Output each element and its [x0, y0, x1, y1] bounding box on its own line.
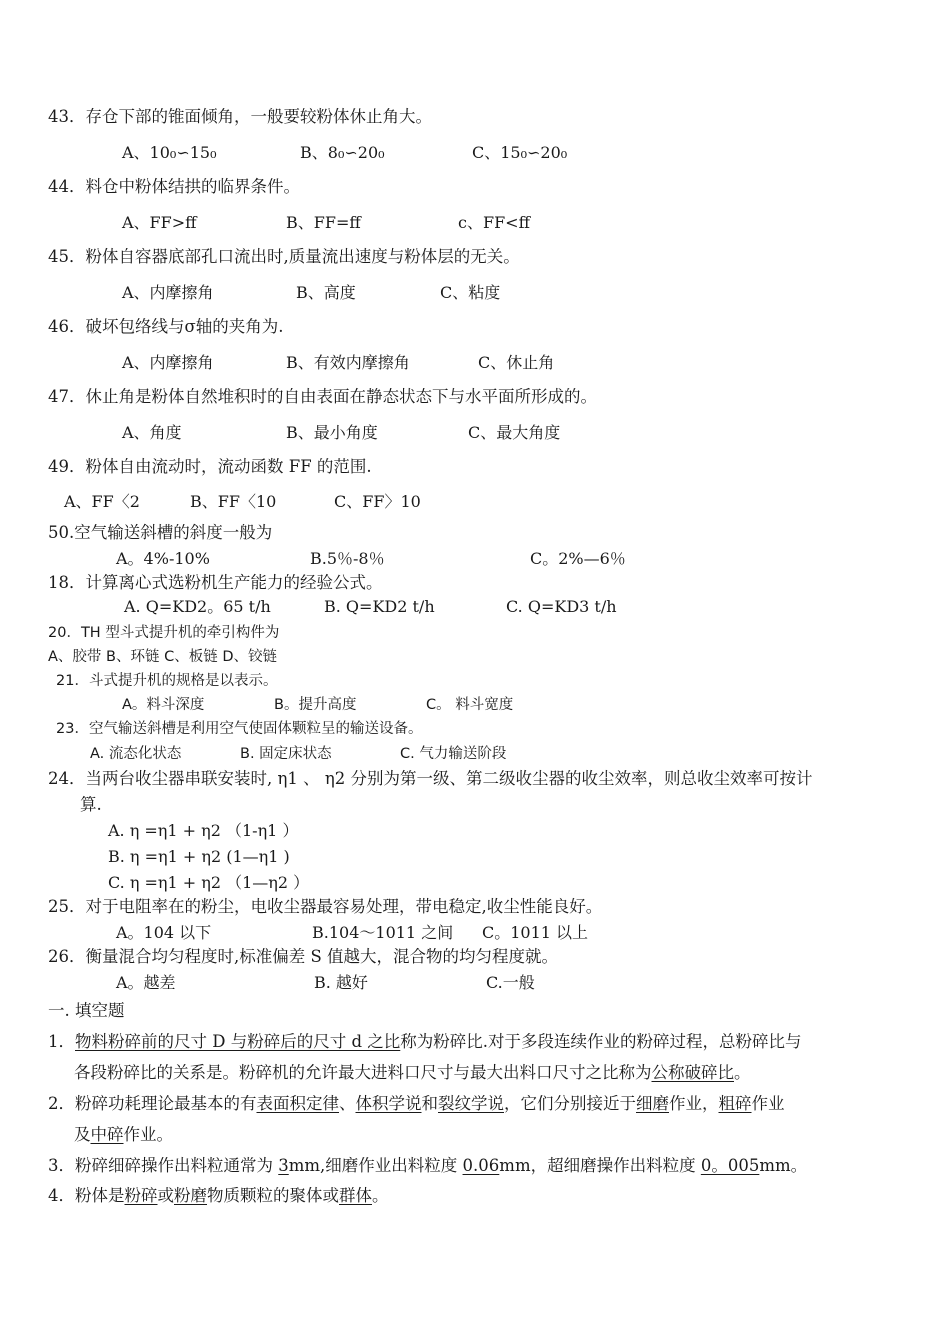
text: 、 — [339, 1094, 356, 1113]
answer: 粉磨 — [174, 1186, 207, 1205]
question-23: 23．空气输送斜槽是利用空气使固体颗粒呈的输送设备。 — [56, 721, 423, 737]
answer: 物料粉碎前的尺寸 D 与粉碎后的尺寸 d 之比 — [75, 1032, 401, 1051]
answer: 粗碎 — [718, 1094, 752, 1113]
option-a: A、内摩擦角 — [122, 283, 214, 302]
option-a: A、FF>ff — [122, 213, 197, 232]
answer: 中碎 — [90, 1125, 124, 1144]
question-21: 21．斗式提升机的规格是以表示。 — [56, 673, 278, 689]
answer: 0.06 — [462, 1156, 500, 1175]
text: 称为粉碎比.对于多段连续作业的粉碎过程，总粉碎比与 — [400, 1032, 802, 1051]
text: 或 — [157, 1186, 174, 1205]
option-b: B. Q=KD2 t/h — [324, 597, 435, 616]
text: 粉体是 — [75, 1186, 125, 1205]
option-b: B.104～1011 之间 — [312, 923, 454, 942]
answer: 3 — [278, 1156, 289, 1175]
option-c: C.一般 — [486, 973, 535, 992]
option-row: A、胶带 B、环链 C、板链 D、铰链 — [48, 649, 277, 665]
answer: 裂纹学说 — [438, 1094, 504, 1113]
option-a: A. Q=KD2。65 t/h — [124, 597, 271, 616]
question-20: 20．TH 型斗式提升机的牵引构件为 — [48, 625, 280, 641]
option-c: C. Q=KD3 t/h — [506, 597, 617, 616]
option-a: A。4%-10% — [116, 549, 210, 568]
fill-item-1 — [48, 1031, 802, 1053]
question-45: 45．粉体自容器底部孔口流出时,质量流出速度与粉体层的无关。 — [48, 247, 520, 266]
answer: 细磨 — [636, 1094, 669, 1113]
item-number: 1． — [48, 1032, 75, 1051]
question-24: 24．当两台收尘器串联安装时, η1 、 η2 分别为第一级、第二级收尘器的收尘效率，则总收尘效率可按计 — [48, 769, 813, 788]
option-a: A. 流态化状态 — [90, 746, 182, 762]
question-46: 46．破坏包络线与σ轴的夹角为. — [48, 317, 284, 336]
answer: 群体 — [339, 1186, 372, 1205]
option-b: B、FF〈10 — [190, 492, 277, 511]
option-b: B、有效内摩擦角 — [286, 353, 410, 372]
text: 和 — [421, 1094, 438, 1113]
option-a: A。料斗深度 — [122, 697, 205, 713]
option-c: c、FF<ff — [458, 213, 530, 232]
question-26: 26．衡量混合均匀程度时,标准偏差 S 值越大，混合物的均匀程度就。 — [48, 947, 559, 966]
answer: 0。005 — [700, 1156, 760, 1175]
question-24-cont: 算. — [80, 795, 102, 814]
text: 粉碎功耗理论最基本的有 — [75, 1094, 257, 1113]
question-18: 18．计算离心式选粉机生产能力的经验公式。 — [48, 573, 383, 592]
option-c: C. 气力输送阶段 — [400, 746, 507, 762]
answer: 公称破碎比 — [651, 1063, 734, 1082]
text: 。 — [372, 1186, 389, 1205]
question-49: 49．粉体自由流动时，流动函数 FF 的范围. — [48, 457, 372, 476]
item-number: 3． — [48, 1156, 75, 1175]
text: 及 — [74, 1125, 91, 1144]
option-c: C。 料斗宽度 — [426, 697, 514, 713]
question-43: 43．存仓下部的锥面倾角，一般要较粉体休止角大。 — [48, 107, 432, 126]
option-b: B. 固定床状态 — [240, 746, 332, 762]
item-number: 2． — [48, 1094, 75, 1113]
answer: 粉碎 — [124, 1186, 158, 1205]
option-b: B、高度 — [296, 283, 356, 302]
text: 各段粉碎比的关系是。粉碎机的允许最大进料口尺寸与最大出料口尺寸之比称为 — [74, 1063, 652, 1082]
text: mm，超细磨操作出料粒度 — [499, 1156, 701, 1175]
answer: 体积学说 — [355, 1094, 422, 1113]
option-c: C。2%—6％ — [530, 549, 626, 568]
fill-item-2-cont — [74, 1124, 173, 1146]
option-a: A、角度 — [122, 423, 182, 442]
fill-item-1-cont — [74, 1062, 751, 1084]
question-25: 25．对于电阻率在的粉尘，电收尘器最容易处理，带电稳定,收尘性能良好。 — [48, 897, 603, 916]
option-c: C、休止角 — [478, 353, 555, 372]
item-number: 4． — [48, 1186, 75, 1205]
option-c: C。1011 以上 — [482, 923, 589, 942]
option-a: A。越差 — [116, 973, 176, 992]
text: 作业 — [751, 1094, 785, 1113]
text: mm。 — [759, 1156, 808, 1175]
answer: 表面积定律 — [256, 1094, 339, 1113]
question-47: 47．休止角是粉体自然堆积时的自由表面在静态状态下与水平面所形成的。 — [48, 387, 597, 406]
option-b: B、FF=ff — [286, 213, 361, 232]
fill-item-4 — [48, 1185, 389, 1207]
text: 作业。 — [123, 1125, 173, 1144]
text: 粉碎细碎操作出料粒通常为 — [75, 1156, 279, 1175]
option-a: A、内摩擦角 — [122, 353, 214, 372]
option-b: B、8₀∽20₀ — [300, 143, 385, 162]
option-a: A、10₀∽15₀ — [122, 143, 217, 162]
text: 物质颗粒的聚体或 — [207, 1186, 339, 1205]
option-b: B. η =η1 + η2 (1—η1 ) — [108, 847, 290, 866]
question-44: 44．料仓中粉体结拱的临界条件。 — [48, 177, 300, 196]
fill-item-3 — [48, 1155, 807, 1177]
option-c: C、FF〉10 — [334, 492, 421, 511]
option-b: B. 越好 — [314, 973, 368, 992]
option-c: C、粘度 — [440, 283, 501, 302]
option-a: A. η =η1 + η2 （1-η1 ） — [108, 821, 299, 840]
text: mm,细磨作业出料粒度 — [288, 1156, 463, 1175]
text: 作业， — [669, 1094, 719, 1113]
option-b: B。提升高度 — [274, 697, 357, 713]
option-b: B.5％-8％ — [310, 549, 385, 568]
option-b: B、最小角度 — [286, 423, 378, 442]
option-c: C. η =η1 + η2 （1—η2 ） — [108, 873, 310, 892]
text: 。 — [734, 1063, 751, 1082]
question-50: 50.空气输送斜槽的斜度一般为 — [48, 523, 273, 542]
section-title: 一. 填空题 — [48, 1001, 125, 1020]
text: ，它们分别接近于 — [504, 1094, 636, 1113]
option-c: C、15₀∽20₀ — [472, 143, 568, 162]
option-a: A。104 以下 — [116, 923, 212, 942]
option-a: A、FF〈2 — [64, 492, 140, 511]
fill-item-2 — [48, 1093, 785, 1115]
option-c: C、最大角度 — [468, 423, 561, 442]
